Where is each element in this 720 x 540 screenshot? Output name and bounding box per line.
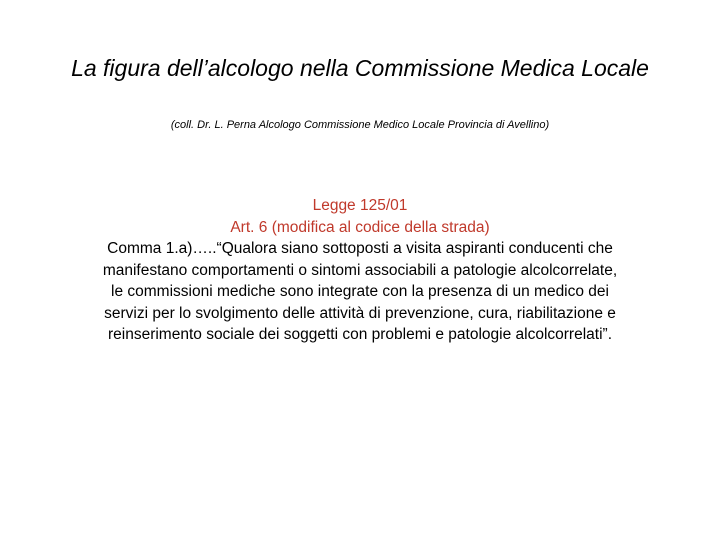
slide-title: La figura dell’alcologo nella Commissione Medica Locale: [71, 55, 649, 81]
slide-subtitle: (coll. Dr. L. Perna Alcologo Commissione Medico Locale Provincia di Avellino): [170, 119, 550, 131]
slide-body: [100, 195, 620, 346]
law-text-paragraph: Comma 1.a)…..“Qualora siano sottoposti a visita aspiranti conducenti che manifestano comportamenti o sintomi associabili a patologie alcolcorrelate, le commissioni mediche sono integrate con la presenza di un medico dei servizi per lo svolgimento delle attività di prevenzione, cura, riabilitazione e reinserimento sociale dei soggetti con problemi e patologie alcolcorrelati”.: [102, 240, 618, 343]
article-reference: Art. 6 (modifica al codice della strada): [230, 218, 490, 236]
law-reference: Legge 125/01: [312, 197, 408, 214]
